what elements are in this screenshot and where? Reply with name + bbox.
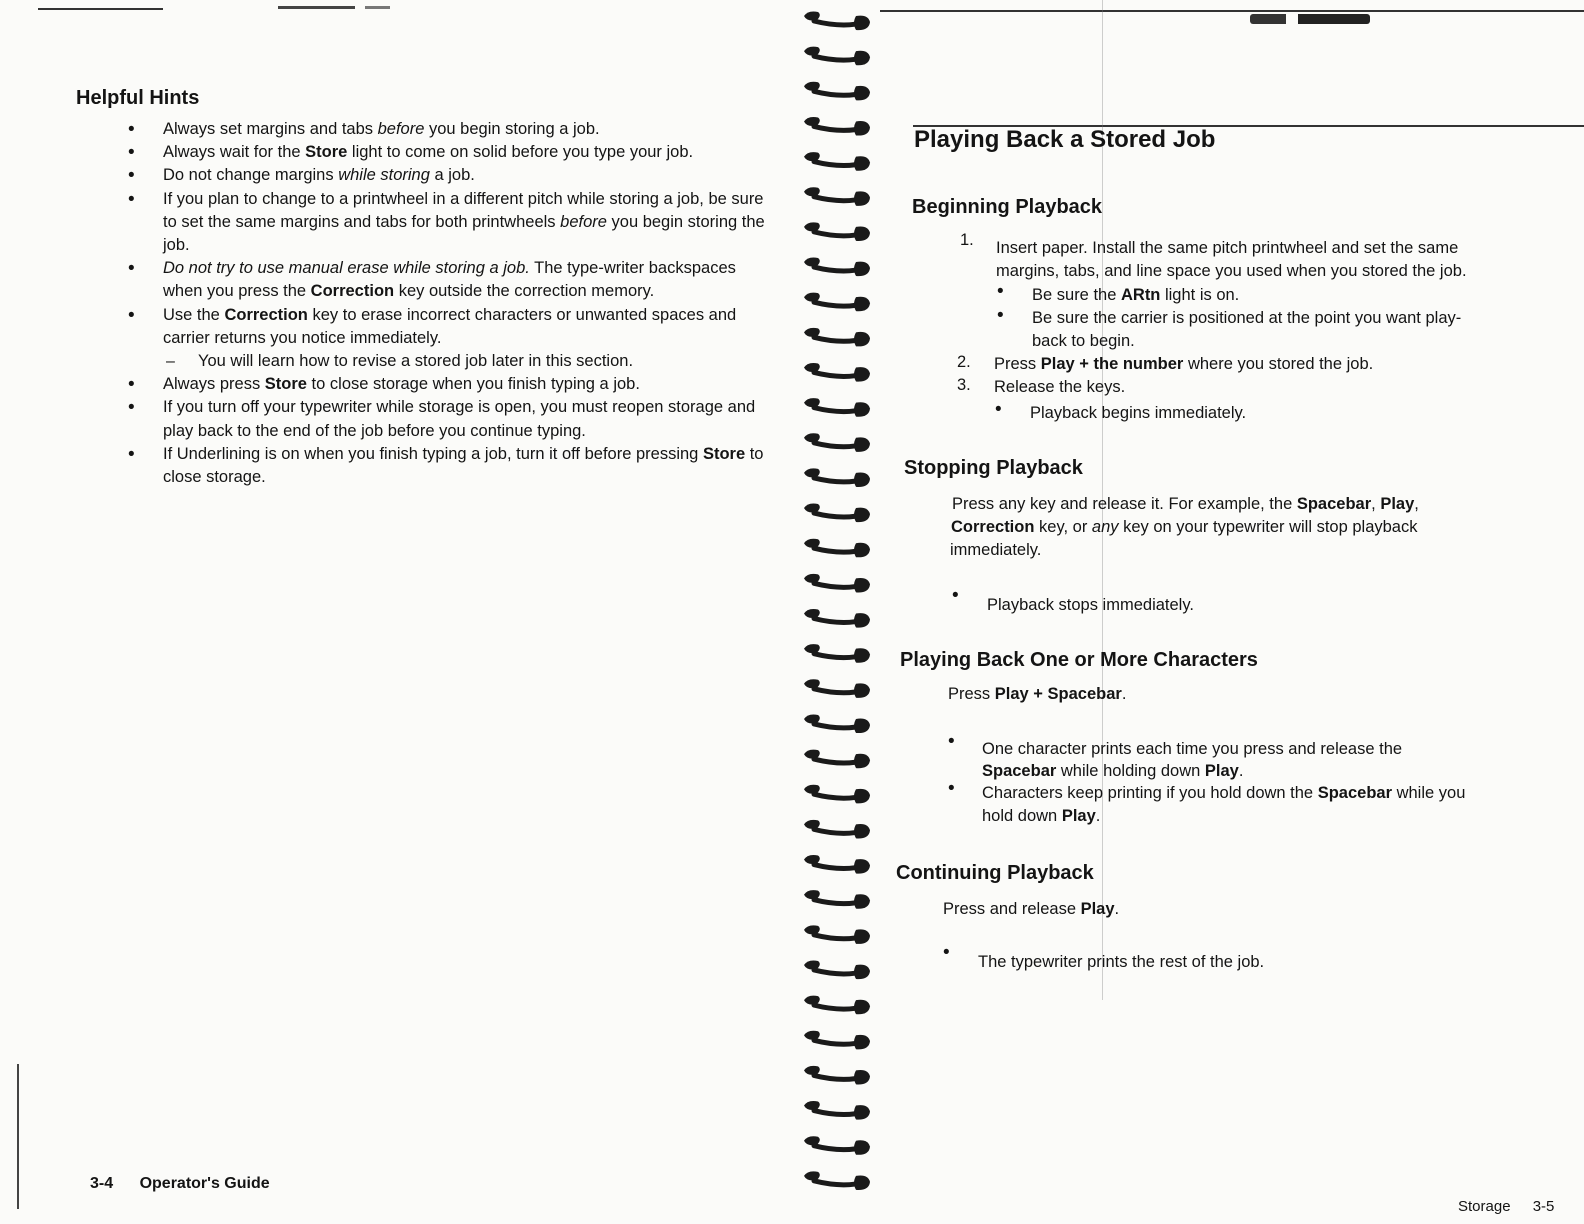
stopping-line: immediately. (950, 541, 1042, 559)
step-1-line: Insert paper. Install the same pitch printwheel and set the same (996, 239, 1459, 257)
hint-item: • Always set margins and tabs before you begin storing a job. (128, 118, 768, 141)
hint-item: • Always press Store to close storage when you finish typing a job. (128, 373, 768, 396)
binding-ring (804, 855, 870, 874)
binding-ring (804, 960, 870, 979)
hint-item: • Do not change margins while storing a job. (128, 164, 768, 187)
binding-ring (804, 574, 870, 593)
stopping-line: Correction key, or any key on your typewriter will stop playback (951, 518, 1418, 536)
binding-ring (804, 363, 870, 382)
hint-item: • If you plan to change to a printwheel in a different pitch while storing a job, be sure to set the same margins and tabs for both printwheels before you begin storing the job. (128, 188, 768, 258)
top-smudge (1250, 14, 1370, 24)
binding-ring (804, 890, 870, 909)
binding-ring (804, 47, 870, 66)
hint-subitem: – You will learn how to revise a stored job later in this section. (128, 350, 768, 373)
continuing-playback-heading: Continuing Playback (896, 862, 1094, 884)
page-number: 3-5 (1532, 1198, 1555, 1215)
binding-ring (804, 258, 870, 277)
stopping-bullet: Playback stops immediately. (987, 596, 1194, 614)
binding-ring (804, 714, 870, 733)
beginning-playback-heading: Beginning Playback (912, 196, 1103, 218)
margin-line (17, 1064, 19, 1209)
binding-ring (804, 644, 870, 663)
binding-ring (804, 679, 870, 698)
binding-ring (804, 750, 870, 769)
binding-ring (804, 1171, 870, 1190)
bullet: • (948, 778, 955, 799)
binding-ring (804, 468, 870, 487)
hint-item: • Do not try to use manual erase while storing a job. The type-writer backspaces when you press the Correction key outside the correction memory. (128, 257, 768, 303)
binding-ring (804, 1136, 870, 1155)
binding-ring (804, 539, 870, 558)
binding-ring (804, 820, 870, 839)
step-number: 1. (960, 231, 974, 249)
binding-ring (804, 1101, 870, 1120)
right-page (880, 0, 1584, 1224)
binding-ring (804, 293, 870, 312)
right-page-footer (1458, 1198, 1554, 1215)
step-number: 3. (957, 376, 971, 394)
helpful-hints-heading: Helpful Hints (76, 87, 200, 109)
hints-list (128, 118, 768, 489)
left-page-footer (90, 1175, 270, 1193)
step-number: 2. (957, 353, 971, 371)
characters-bullet: Spacebar while holding down Play. (982, 762, 1244, 780)
top-rule (880, 10, 1584, 12)
hint-item: • If you turn off your typewriter while storage is open, you must reopen storage and play back to the end of the job before you continue typing. (128, 396, 768, 442)
characters-bullet: hold down Play. (982, 807, 1101, 825)
bullet: • (997, 281, 1004, 302)
step-3-bullet: Playback begins immediately. (1030, 404, 1247, 422)
continuing-bullet: The typewriter prints the rest of the job. (978, 953, 1265, 971)
binding-ring (804, 222, 870, 241)
step-1-bullet: Be sure the ARtn light is on. (1032, 286, 1240, 304)
footer-title: Storage (1458, 1198, 1511, 1215)
characters-line: Press Play + Spacebar. (948, 685, 1127, 703)
characters-heading: Playing Back One or More Characters (900, 649, 1258, 671)
binding-ring (804, 609, 870, 628)
binding-ring (804, 398, 870, 417)
bullet: • (997, 305, 1004, 326)
hint-item: • Use the Correction key to erase incorrect characters or unwanted spaces and carrier returns you notice immediately. (128, 304, 768, 350)
binding-ring (804, 117, 870, 136)
characters-bullet: One character prints each time you press and release the (982, 740, 1403, 758)
continuing-line: Press and release Play. (943, 900, 1120, 918)
binding-ring (804, 328, 870, 347)
footer-title: Operator's Guide (139, 1175, 270, 1192)
hint-item: • If Underlining is on when you finish typing a job, turn it off before pressing Store to close storage. (128, 443, 768, 489)
step-1-line: margins, tabs, and line space you used when you stored the job. (996, 262, 1467, 280)
step-3-line: Release the keys. (994, 378, 1126, 396)
bullet: • (995, 399, 1002, 420)
page-title: Playing Back a Stored Job (914, 126, 1216, 153)
spiral-binding (800, 8, 880, 1218)
top-rule (38, 8, 163, 10)
binding-ring (804, 433, 870, 452)
stopping-line: Press any key and release it. For example, the Spacebar, Play, (952, 495, 1419, 513)
page-number: 3-4 (90, 1175, 114, 1192)
top-smudge (278, 6, 418, 9)
step-1-bullet: Be sure the carrier is positioned at the point you want play- (1032, 309, 1462, 327)
binding-ring (804, 504, 870, 523)
binding-ring (804, 82, 870, 101)
left-page (0, 0, 790, 1224)
binding-ring (804, 1031, 870, 1050)
binding-ring (804, 785, 870, 804)
binding-ring (804, 1066, 870, 1085)
binding-ring (804, 925, 870, 944)
binding-ring (804, 12, 870, 31)
binding-ring (804, 187, 870, 206)
step-1-bullet: back to begin. (1032, 332, 1135, 350)
bullet: • (952, 585, 959, 606)
binding-ring (804, 996, 870, 1015)
bullet: • (948, 731, 955, 752)
step-2-line: Press Play + the number where you stored the job. (994, 355, 1374, 373)
hint-item: • Always wait for the Store light to come on solid before you type your job. (128, 141, 768, 164)
bullet: • (943, 942, 950, 963)
binding-ring (804, 152, 870, 171)
characters-bullet: Characters keep printing if you hold down the Spacebar while you (982, 784, 1466, 802)
stopping-playback-heading: Stopping Playback (904, 457, 1083, 479)
